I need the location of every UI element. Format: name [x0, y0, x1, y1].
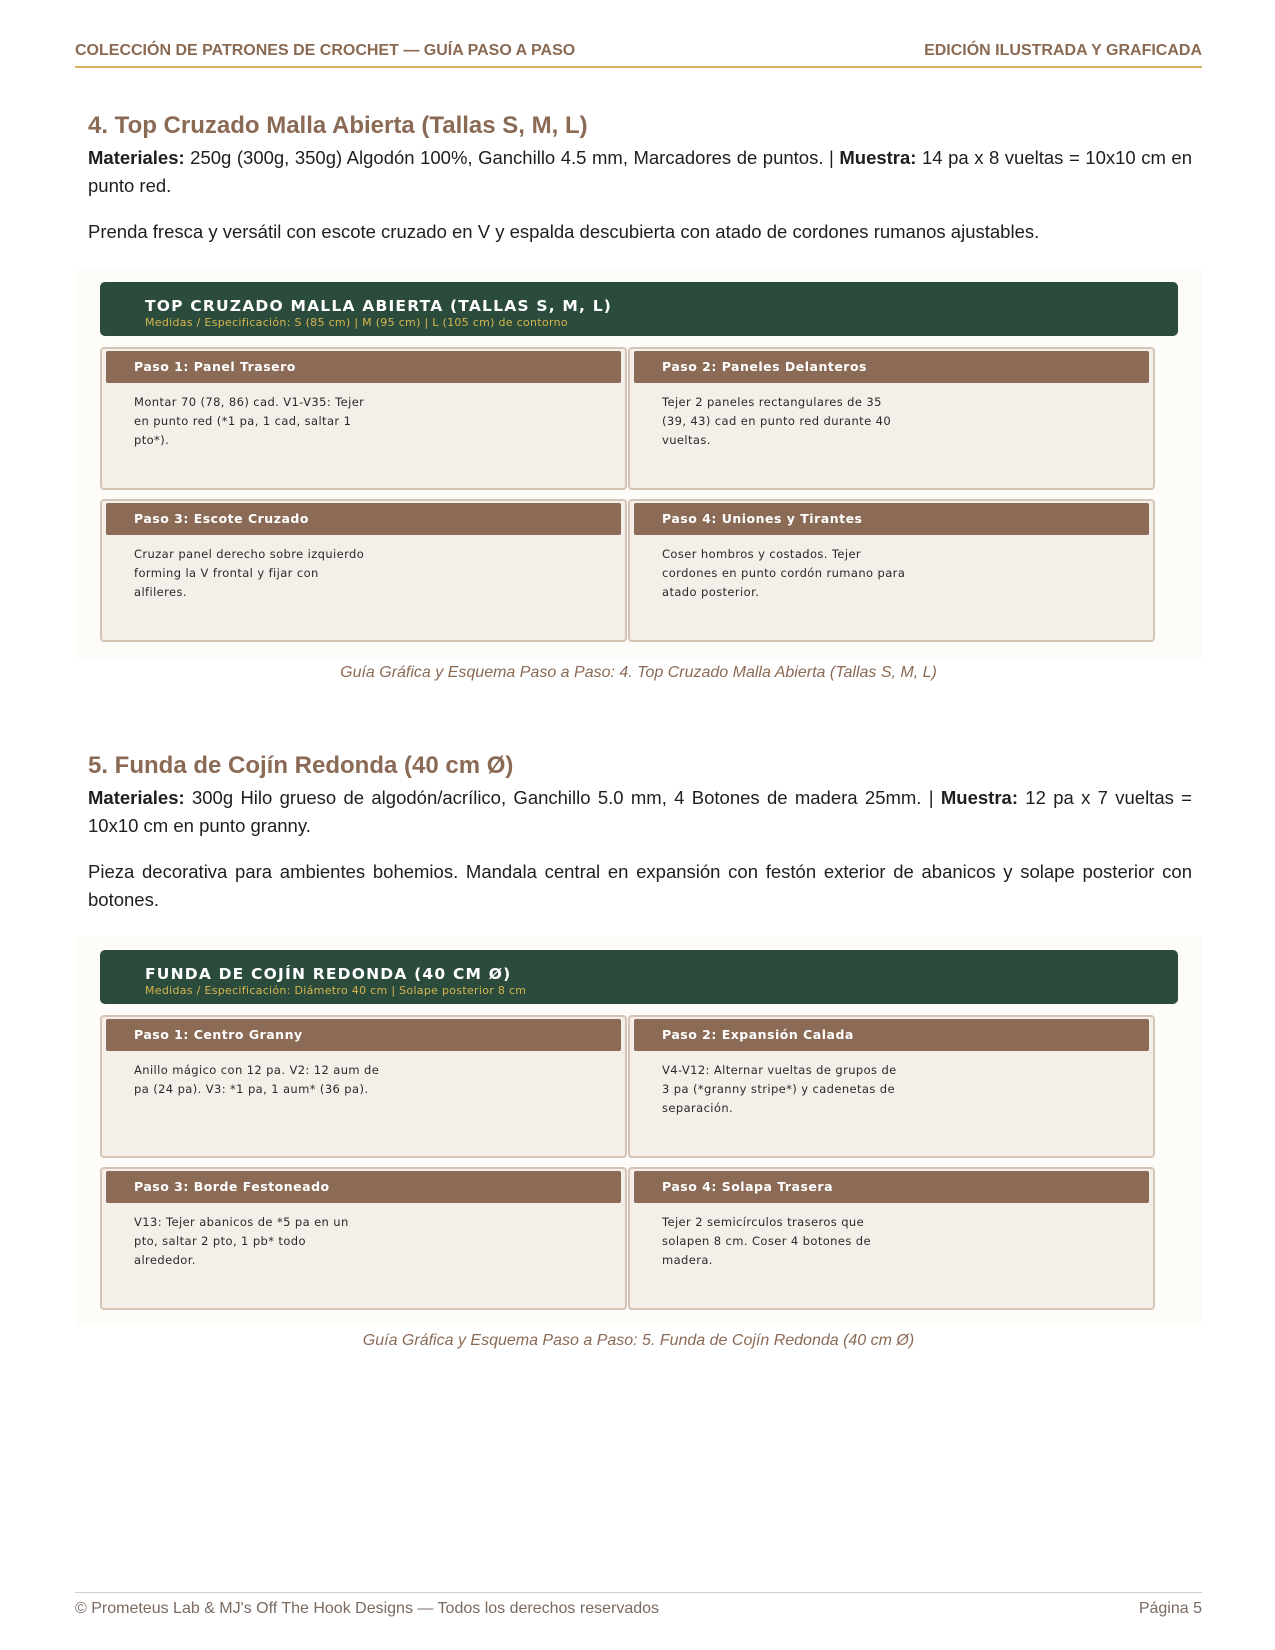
step-title: Paso 1: Panel Trasero — [106, 351, 621, 383]
step-card — [628, 1015, 1155, 1158]
materials-text: 250g (300g, 350g) Algodón 100%, Ganchillo 4.5 mm, Marcadores de puntos. | — [184, 147, 840, 168]
pattern-figure — [75, 268, 1202, 658]
step-title: Paso 2: Paneles Delanteros — [634, 351, 1149, 383]
banner-title: TOP CRUZADO MALLA ABIERTA (TALLAS S, M, L) — [145, 297, 613, 315]
page-footer — [75, 1592, 1202, 1618]
step-line: pto, saltar 2 pto, 1 pb* todo — [134, 1234, 306, 1248]
step-line: alrededor. — [134, 1253, 196, 1267]
materials-paragraph — [88, 784, 1192, 840]
description-paragraph: Pieza decorativa para ambientes bohemios. Mandala central en expansión con festón exterior de abanicos y solape posterior con botones. — [88, 861, 1192, 910]
step-title: Paso 4: Uniones y Tirantes — [634, 503, 1149, 535]
banner-subtitle: Medidas / Especificación: Diámetro 40 cm | Solape posterior 8 cm — [145, 984, 527, 997]
step-line: atado posterior. — [662, 585, 760, 599]
step-text — [134, 545, 424, 602]
materials-label: Materiales: — [88, 787, 185, 808]
step-card — [100, 1167, 627, 1310]
description-paragraph: Prenda fresca y versátil con escote cruzado en V y espalda descubierta con atado de cordones rumanos ajustables. — [88, 221, 1040, 242]
section-title: 5. Funda de Cojín Redonda (40 cm Ø) — [88, 752, 514, 779]
step-card — [100, 1015, 627, 1158]
step-title: Paso 1: Centro Granny — [106, 1019, 621, 1051]
page-header — [75, 42, 1202, 68]
step-text — [662, 393, 952, 450]
step-line: Coser hombros y costados. Tejer — [662, 547, 862, 561]
materials-text: 300g Hilo grueso de algodón/acrílico, Ganchillo 5.0 mm, 4 Botones de madera 25mm. | — [184, 787, 941, 808]
step-line: Tejer 2 paneles rectangulares de 35 — [662, 395, 882, 409]
step-line: Cruzar panel derecho sobre izquierdo — [134, 547, 365, 561]
step-line: vueltas. — [662, 433, 711, 447]
step-text — [662, 1213, 952, 1270]
step-line: madera. — [662, 1253, 713, 1267]
step-title: Paso 2: Expansión Calada — [634, 1019, 1149, 1051]
banner-title: FUNDA DE COJÍN REDONDA (40 CM Ø) — [145, 965, 512, 983]
step-title: Paso 3: Borde Festoneado — [106, 1171, 621, 1203]
materials-label: Materiales: — [88, 147, 185, 168]
step-line: separación. — [662, 1101, 734, 1115]
step-text — [662, 1061, 952, 1118]
step-card — [628, 347, 1155, 490]
step-line: alfileres. — [134, 585, 187, 599]
header-collection-title: COLECCIÓN DE PATRONES DE CROCHET — GUÍA PASO A PASO — [75, 42, 576, 59]
header-edition-label: EDICIÓN ILUSTRADA Y GRAFICADA — [924, 42, 1202, 59]
step-line: V4-V12: Alternar vueltas de grupos de — [662, 1063, 897, 1077]
sample-text: 12 pa x 7 vueltas = 10x10 cm en punto granny. — [88, 787, 1192, 836]
figure-banner — [100, 282, 1178, 336]
sample-label: Muestra: — [940, 787, 1018, 808]
step-line: en punto red (*1 pa, 1 cad, saltar 1 — [134, 414, 352, 428]
page-number: Página 5 — [1138, 1600, 1202, 1617]
step-card — [100, 347, 627, 490]
step-line: forming la V frontal y fijar con — [134, 566, 319, 580]
step-line: V13: Tejer abanicos de *5 pa en un — [134, 1215, 349, 1229]
step-line: Montar 70 (78, 86) cad. V1-V35: Tejer — [134, 395, 365, 409]
step-line: solapen 8 cm. Coser 4 botones de — [662, 1234, 871, 1248]
step-text — [134, 1213, 424, 1270]
step-title: Paso 3: Escote Cruzado — [106, 503, 621, 535]
step-line: pto*). — [134, 433, 170, 447]
figure-caption: Guía Gráfica y Esquema Paso a Paso: 5. Funda de Cojín Redonda (40 cm Ø) — [362, 1332, 915, 1349]
step-card — [100, 499, 627, 642]
step-line: (39, 43) cad en punto red durante 40 — [662, 414, 892, 428]
step-title: Paso 4: Solapa Trasera — [634, 1171, 1149, 1203]
figure-banner — [100, 950, 1178, 1004]
figure-caption: Guía Gráfica y Esquema Paso a Paso: 4. Top Cruzado Malla Abierta (Tallas S, M, L) — [340, 664, 937, 681]
section-title: 4. Top Cruzado Malla Abierta (Tallas S, M, L) — [88, 112, 588, 139]
step-text — [134, 1061, 424, 1099]
step-card — [628, 1167, 1155, 1310]
step-line: Anillo mágico con 12 pa. V2: 12 aum de — [134, 1063, 380, 1077]
banner-subtitle: Medidas / Especificación: S (85 cm) | M (95 cm) | L (105 cm) de contorno — [145, 316, 568, 329]
materials-paragraph — [88, 144, 1192, 200]
step-line: 3 pa (*granny stripe*) y cadenetas de — [662, 1082, 895, 1096]
sample-text: 14 pa x 8 vueltas = 10x10 cm en punto red. — [88, 147, 1192, 196]
step-line: cordones en punto cordón rumano para — [662, 566, 906, 580]
step-line: pa (24 pa). V3: *1 pa, 1 aum* (36 pa). — [134, 1082, 369, 1096]
step-text — [134, 393, 424, 450]
pattern-figure — [75, 936, 1202, 1326]
step-text — [662, 545, 952, 602]
footer-copyright: © Prometeus Lab & MJ's Off The Hook Designs — Todos los derechos reservados — [75, 1600, 660, 1617]
step-card — [628, 499, 1155, 642]
step-line: Tejer 2 semicírculos traseros que — [662, 1215, 865, 1229]
sample-label: Muestra: — [839, 147, 917, 168]
